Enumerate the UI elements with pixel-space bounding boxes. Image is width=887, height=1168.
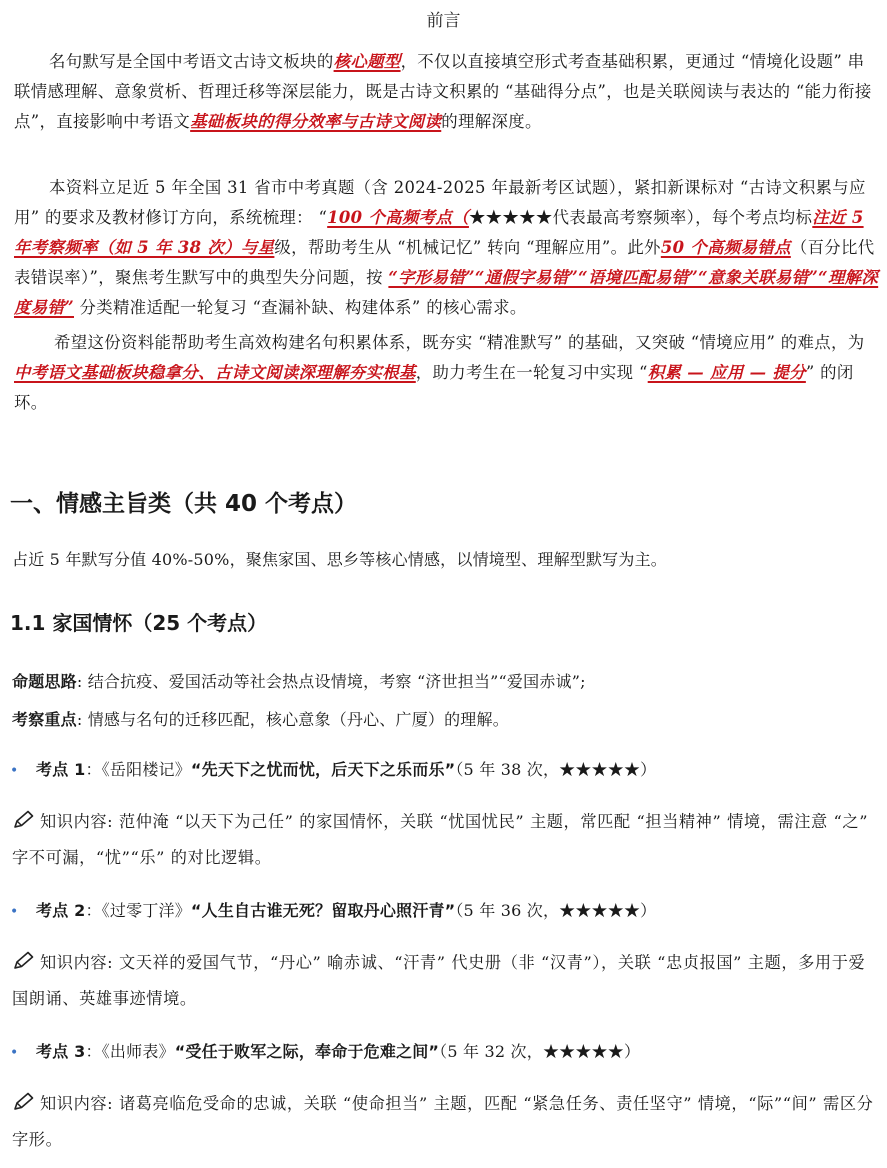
section-intro: 占近 5 年默写分值 40%-50%，聚焦家国、思乡等核心情感，以情境型、理解型默写为主。 — [12, 550, 667, 569]
preface-paragraph-1 — [14, 47, 880, 137]
pencil-icon — [12, 807, 36, 827]
p2-emphasis-4: “字形易错”“通假字易错”“语境匹配易错”“意象关联易错”“理解深度易错” — [14, 268, 879, 317]
exam-point-1-label: 考点 1 — [36, 760, 86, 779]
bullet-icon: • — [10, 763, 19, 779]
exam-point-1-quote: “先天下之忧而忧，后天下之乐而乐” — [190, 760, 456, 779]
p2-text-2: ★★★★★代表最高考察频率），每个考点均标 — [468, 208, 813, 227]
exam-focus-text: : 情感与名句的迁移匹配，核心意象（丹心、广厦）的理解。 — [76, 710, 509, 729]
p2-text-3: 级，帮助考生从 “机械记忆” 转向 “理解应用”。此外 — [274, 238, 661, 257]
p2-emphasis-3: 50 个高频易错点 — [660, 238, 791, 257]
exam-point-2-quote: “人生自古谁无死？留取丹心照汗青” — [190, 901, 456, 920]
proposition-idea — [12, 668, 878, 696]
p2-emphasis-1: 100 个高频考点（ — [327, 208, 469, 227]
exam-point-2-frequency: （5 年 36 次，★★★★★） — [455, 901, 657, 920]
p1-emphasis-1: 核心题型 — [333, 52, 401, 71]
page-title: 前言 — [426, 11, 461, 31]
p2-emphasis-2: 注近 5 年考察频率（如 5 年 38 次）与星 — [14, 208, 864, 257]
knowledge-1-text: : 范仲淹 “以天下为己任” 的家国情怀，关联 “忧国忧民” 主题，常匹配 “担当精神” 情境，需注意 “之” 字不可漏，“忧”“乐” 的对比逻辑。 — [12, 812, 869, 867]
p3-text-3: ” 的闭环。 — [14, 363, 854, 412]
knowledge-1-label: 知识内容 — [40, 812, 108, 831]
p2-text-1: 本资料立足近 5 年全国 31 省市中考真题（含 2024-2025 年最新考区试题），紧扣新课标对 “古诗文积累与应用” 的要求及教材修订方向，系统梳理： “ — [14, 178, 866, 227]
p3-emphasis-1: 中考语文基础板块稳拿分、古诗文阅读深理解夯实根基 — [14, 363, 416, 382]
knowledge-3-text: : 诸葛亮临危受命的忠诚，关联 “使命担当” 主题，匹配 “紧急任务、责任坚守” 情境，“际”“间” 需区分字形。 — [12, 1094, 874, 1149]
pencil-icon — [12, 948, 36, 968]
bullet-icon: • — [10, 904, 19, 920]
exam-point-2 — [10, 897, 876, 926]
p2-text-4: （百分比代表错误率）”，聚焦考生默写中的典型失分问题，按 — [14, 238, 875, 287]
exam-point-3 — [10, 1038, 876, 1067]
subsection-heading: 1.1 家国情怀（25 个考点） — [10, 611, 268, 635]
p2-text-5: 分类精准适配一轮复习 “查漏补缺、构建体系” 的核心需求。 — [74, 298, 527, 317]
pencil-icon — [12, 1089, 36, 1109]
knowledge-3-label: 知识内容 — [40, 1094, 108, 1113]
exam-point-3-source: ：《出师表》 — [85, 1042, 175, 1061]
exam-point-1-frequency: （5 年 38 次，★★★★★） — [455, 760, 657, 779]
knowledge-1 — [12, 804, 878, 876]
proposition-idea-text: : 结合抗疫、爱国活动等社会热点设情境，考察 “济世担当”“爱国赤诚”; — [76, 672, 586, 691]
knowledge-3 — [12, 1086, 878, 1158]
preface-paragraph-2 — [14, 173, 880, 323]
knowledge-2-text: : 文天祥的爱国气节，“丹心” 喻赤诚、“汗青” 代史册（非 “汉青”），关联 “忠贞报国” 主题，多用于爱国朗诵、英雄事迹情境。 — [12, 953, 866, 1008]
exam-point-1 — [10, 756, 876, 785]
p1-text-1: 名句默写是全国中考语文古诗文板块的 — [49, 52, 334, 71]
p1-emphasis-2: 基础板块的得分效率与古诗文阅读 — [190, 112, 442, 131]
exam-point-3-frequency: （5 年 32 次，★★★★★） — [439, 1042, 641, 1061]
p1-text-2: ，不仅以直接填空形式考查基础积累，更通过 “情境化设题” 串联情感理解、意象赏析、哲理迁移等深层能力，既是古诗文积累的 “基础得分点”，也是关联阅读与表达的 “能力衔接点”，直接影响中考语文 — [14, 52, 872, 131]
proposition-idea-label: 命题思路 — [12, 672, 77, 691]
p3-text-2: ，助力考生在一轮复习中实现 “ — [415, 363, 648, 382]
exam-focus — [12, 706, 878, 734]
p3-emphasis-2: 积累 — 应用 — 提分 — [647, 363, 806, 382]
bullet-icon: • — [10, 1045, 19, 1061]
preface-paragraph-3 — [14, 328, 880, 418]
knowledge-2-label: 知识内容 — [40, 953, 108, 972]
knowledge-2 — [12, 945, 878, 1017]
exam-point-1-source: ：《岳阳楼记》 — [85, 760, 191, 779]
exam-focus-label: 考察重点 — [12, 710, 77, 729]
exam-point-3-label: 考点 3 — [36, 1042, 86, 1061]
p3-text-1: 希望这份资料能帮助考生高效构建名句积累体系，既夯实 “精准默写” 的基础，又突破 “情境应用” 的难点，为 — [54, 333, 865, 352]
section-heading: 一、情感主旨类（共 40 个考点） — [10, 491, 358, 517]
exam-point-3-quote: “受任于败军之际，奉命于危难之间” — [174, 1042, 440, 1061]
p1-text-3: 的理解深度。 — [441, 112, 542, 131]
exam-point-2-label: 考点 2 — [36, 901, 86, 920]
exam-point-2-source: ：《过零丁洋》 — [85, 901, 191, 920]
